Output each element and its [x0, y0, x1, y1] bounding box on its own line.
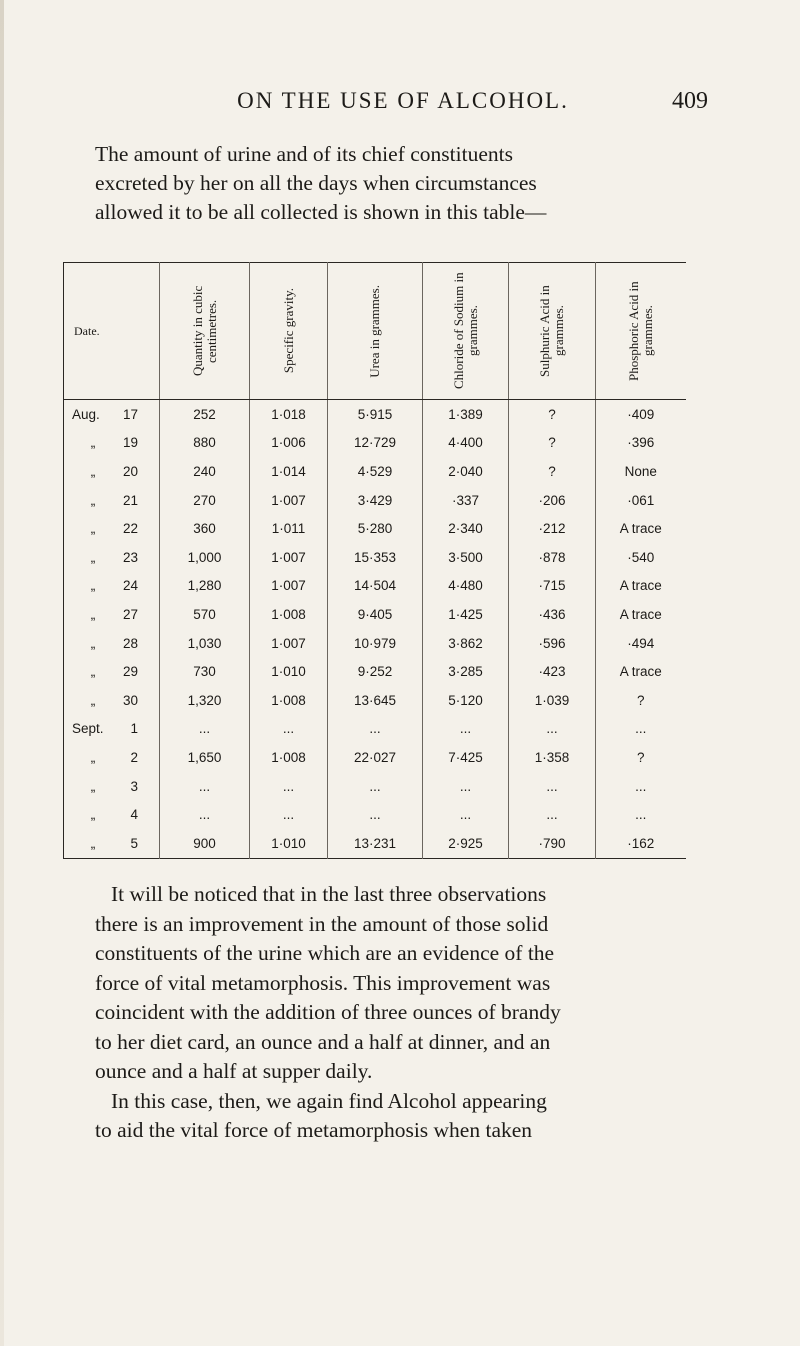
- gravity-cell: 1·008: [250, 686, 328, 715]
- urea-cell: 13·231: [328, 829, 423, 858]
- table-row: [64, 772, 686, 801]
- date-cell: „ 4: [64, 800, 160, 829]
- body-line: ounce and a half at supper daily.: [95, 1059, 373, 1083]
- urea-cell: 5·280: [328, 514, 423, 543]
- gravity-cell: 1·011: [250, 514, 328, 543]
- gravity-cell: ...: [250, 715, 328, 744]
- urea-cell: 9·405: [328, 600, 423, 629]
- phosphoric-cell: ·396: [596, 429, 686, 458]
- table-row: [64, 829, 686, 858]
- chloride-cell: 2·340: [423, 514, 509, 543]
- table-row: [64, 743, 686, 772]
- table-row: [64, 486, 686, 515]
- urea-cell: 12·729: [328, 429, 423, 458]
- date-cell: „ 20: [64, 457, 160, 486]
- date-cell: „ 5: [64, 829, 160, 858]
- chloride-cell: 5·120: [423, 686, 509, 715]
- body-line: constituents of the urine which are an evidence of the: [95, 941, 555, 965]
- table-row: [64, 400, 686, 429]
- chloride-cell: 4·480: [423, 572, 509, 601]
- phosphoric-cell: ·061: [596, 486, 686, 515]
- urine-constituents-table: [63, 262, 686, 859]
- sulphuric-cell: ·436: [509, 600, 596, 629]
- phosphoric-cell: ·162: [596, 829, 686, 858]
- intro-line: allowed it to be all collected is shown in this table—: [95, 200, 547, 224]
- quantity-cell: 570: [160, 600, 250, 629]
- sulphuric-cell: ?: [509, 400, 596, 429]
- body-line: In this case, then, we again find Alcohol appearing: [111, 1088, 547, 1113]
- sulphuric-cell: ·878: [509, 543, 596, 572]
- page-edge: [0, 0, 4, 1346]
- body-line: there is an improvement in the amount of those solid: [95, 911, 549, 936]
- sulphuric-cell: ?: [509, 429, 596, 458]
- sulphuric-cell: ·790: [509, 829, 596, 858]
- table-row: [64, 514, 686, 543]
- quantity-cell: 360: [160, 514, 250, 543]
- gravity-cell: 1·008: [250, 600, 328, 629]
- sulphuric-cell: 1·358: [509, 743, 596, 772]
- phosphoric-cell: ·409: [596, 400, 686, 429]
- chloride-cell: 3·862: [423, 629, 509, 658]
- chloride-cell: 2·040: [423, 457, 509, 486]
- quantity-cell: 1,030: [160, 629, 250, 658]
- urea-cell: 4·529: [328, 457, 423, 486]
- table-row: [64, 800, 686, 829]
- phosphoric-cell: ·494: [596, 629, 686, 658]
- header-sulphuric-acid: Sulphuric Acid in grammes.: [509, 263, 596, 400]
- sulphuric-cell: ?: [509, 457, 596, 486]
- chloride-cell: 2·925: [423, 829, 509, 858]
- table-row: [64, 657, 686, 686]
- chloride-cell: ...: [423, 715, 509, 744]
- date-cell: „ 28: [64, 629, 160, 658]
- sulphuric-cell: ...: [509, 800, 596, 829]
- urine-table-wrapper: [63, 262, 685, 874]
- header-urea: Urea in grammes.: [328, 263, 423, 400]
- table-row: [64, 572, 686, 601]
- page-number: 409: [672, 88, 708, 114]
- phosphoric-cell: A trace: [596, 600, 686, 629]
- phosphoric-cell: A trace: [596, 514, 686, 543]
- urea-cell: 13·645: [328, 686, 423, 715]
- sulphuric-cell: 1·039: [509, 686, 596, 715]
- gravity-cell: 1·008: [250, 743, 328, 772]
- body-paragraphs: [95, 880, 707, 1146]
- body-line: It will be noticed that in the last three observations: [111, 882, 547, 906]
- quantity-cell: 880: [160, 429, 250, 458]
- body-line: force of vital metamorphosis. This improvement was: [95, 970, 551, 995]
- chloride-cell: 3·285: [423, 657, 509, 686]
- gravity-cell: 1·010: [250, 657, 328, 686]
- quantity-cell: 252: [160, 400, 250, 429]
- quantity-cell: 900: [160, 829, 250, 858]
- chloride-cell: 7·425: [423, 743, 509, 772]
- phosphoric-cell: ...: [596, 772, 686, 801]
- urea-cell: 3·429: [328, 486, 423, 515]
- phosphoric-cell: None: [596, 457, 686, 486]
- date-cell: „ 24: [64, 572, 160, 601]
- chloride-cell: ...: [423, 772, 509, 801]
- quantity-cell: ...: [160, 772, 250, 801]
- date-cell: Sept. 1: [64, 715, 160, 744]
- phosphoric-cell: ·540: [596, 543, 686, 572]
- table-row: [64, 715, 686, 744]
- quantity-cell: ...: [160, 715, 250, 744]
- phosphoric-cell: ...: [596, 715, 686, 744]
- table-row: [64, 629, 686, 658]
- gravity-cell: ...: [250, 772, 328, 801]
- gravity-cell: 1·006: [250, 429, 328, 458]
- sulphuric-cell: ...: [509, 715, 596, 744]
- phosphoric-cell: ...: [596, 800, 686, 829]
- quantity-cell: 240: [160, 457, 250, 486]
- quantity-cell: 1,650: [160, 743, 250, 772]
- chloride-cell: ·337: [423, 486, 509, 515]
- urea-cell: 22·027: [328, 743, 423, 772]
- chloride-cell: 4·400: [423, 429, 509, 458]
- date-cell: „ 19: [64, 429, 160, 458]
- urea-cell: 15·353: [328, 543, 423, 572]
- table-row: [64, 543, 686, 572]
- gravity-cell: ...: [250, 800, 328, 829]
- intro-line: excreted by her on all the days when circumstances: [95, 171, 537, 195]
- table-row: [64, 686, 686, 715]
- quantity-cell: 270: [160, 486, 250, 515]
- header-date: Date.: [64, 263, 160, 400]
- urea-cell: 9·252: [328, 657, 423, 686]
- gravity-cell: 1·007: [250, 543, 328, 572]
- gravity-cell: 1·014: [250, 457, 328, 486]
- header-phosphoric-acid: Phosphoric Acid in grammes.: [596, 263, 686, 400]
- table-header-row: [64, 263, 686, 400]
- body-line: to her diet card, an ounce and a half at dinner, and an: [95, 1029, 551, 1054]
- quantity-cell: 1,280: [160, 572, 250, 601]
- intro-paragraph: [95, 140, 707, 227]
- body-line: to aid the vital force of metamorphosis when taken: [95, 1118, 533, 1142]
- gravity-cell: 1·007: [250, 629, 328, 658]
- sulphuric-cell: ·423: [509, 657, 596, 686]
- urea-cell: ...: [328, 772, 423, 801]
- quantity-cell: ...: [160, 800, 250, 829]
- chloride-cell: ...: [423, 800, 509, 829]
- date-cell: „ 23: [64, 543, 160, 572]
- phosphoric-cell: ?: [596, 686, 686, 715]
- urea-cell: 14·504: [328, 572, 423, 601]
- gravity-cell: 1·007: [250, 486, 328, 515]
- quantity-cell: 1,320: [160, 686, 250, 715]
- sulphuric-cell: ...: [509, 772, 596, 801]
- phosphoric-cell: A trace: [596, 657, 686, 686]
- chloride-cell: 1·389: [423, 400, 509, 429]
- date-cell: „ 30: [64, 686, 160, 715]
- date-cell: „ 27: [64, 600, 160, 629]
- chloride-cell: 1·425: [423, 600, 509, 629]
- date-cell: „ 29: [64, 657, 160, 686]
- urea-cell: 5·915: [328, 400, 423, 429]
- running-head: [98, 88, 708, 118]
- intro-line: The amount of urine and of its chief constituents: [95, 142, 513, 166]
- sulphuric-cell: ·206: [509, 486, 596, 515]
- phosphoric-cell: ?: [596, 743, 686, 772]
- date-cell: „ 22: [64, 514, 160, 543]
- date-cell: „ 21: [64, 486, 160, 515]
- body-line: coincident with the addition of three ounces of brandy: [95, 1000, 561, 1024]
- table-row: [64, 429, 686, 458]
- sulphuric-cell: ·596: [509, 629, 596, 658]
- date-cell: Aug. 17: [64, 400, 160, 429]
- sulphuric-cell: ·715: [509, 572, 596, 601]
- table-row: [64, 457, 686, 486]
- running-head-title: ON THE USE OF ALCOHOL.: [237, 88, 569, 113]
- header-chloride-of-sodium: Chloride of Sodium in grammes.: [423, 263, 509, 400]
- header-specific-gravity: Specific gravity.: [250, 263, 328, 400]
- phosphoric-cell: A trace: [596, 572, 686, 601]
- urea-cell: 10·979: [328, 629, 423, 658]
- urea-cell: ...: [328, 800, 423, 829]
- date-cell: „ 2: [64, 743, 160, 772]
- sulphuric-cell: ·212: [509, 514, 596, 543]
- gravity-cell: 1·010: [250, 829, 328, 858]
- quantity-cell: 1,000: [160, 543, 250, 572]
- chloride-cell: 3·500: [423, 543, 509, 572]
- table-row: [64, 600, 686, 629]
- header-quantity: Quantity in cubic centimetres.: [160, 263, 250, 400]
- quantity-cell: 730: [160, 657, 250, 686]
- date-cell: „ 3: [64, 772, 160, 801]
- gravity-cell: 1·018: [250, 400, 328, 429]
- urea-cell: ...: [328, 715, 423, 744]
- gravity-cell: 1·007: [250, 572, 328, 601]
- table-body: [64, 400, 686, 859]
